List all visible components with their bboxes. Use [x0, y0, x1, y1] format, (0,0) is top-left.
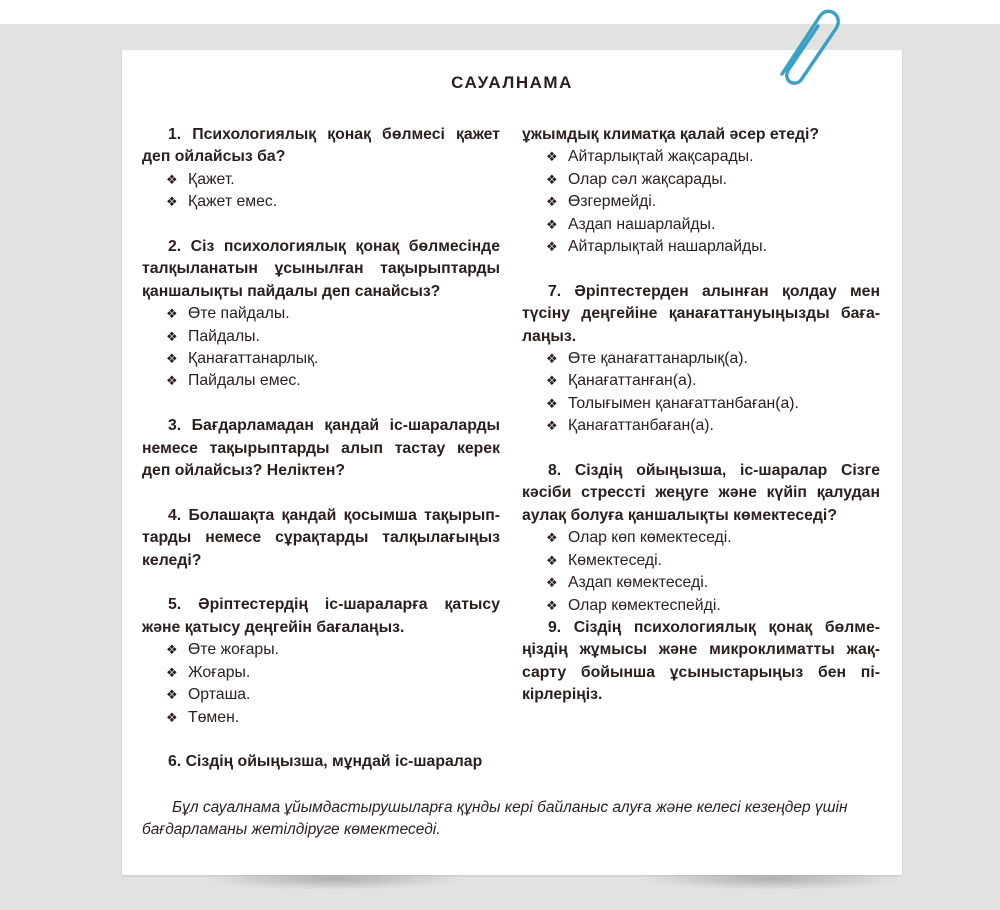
- left-column: [142, 124, 500, 774]
- diamond-bullet-icon: ❖: [166, 194, 178, 210]
- question-6-start: 6. Сіздің ойыңызша, мұндай іс-шаралар: [168, 753, 483, 771]
- question-3: 3. Бағдарламадан қандай іс-шараларды немесе тақырыптарды алып тастау керек деп ойлайсыз? Неліктен?: [142, 417, 500, 480]
- question-1-options: [142, 169, 500, 214]
- diamond-bullet-icon: ❖: [166, 687, 178, 703]
- diamond-bullet-icon: ❖: [546, 530, 558, 546]
- question-8: 8. Сіздің ойыңызша, іс-шаралар Сізге кәсіби стрессті жеңуге және күйіп қалудан аулақ болуға қаншалықты көмектеседі?: [522, 462, 880, 524]
- question-7-options: [522, 348, 880, 438]
- option-item: ❖ Пайдалы.: [166, 326, 500, 348]
- question-1: 1. Психологиялық қонақ бөлмесі қажет деп ойлайсыз ба?: [142, 126, 500, 166]
- option-item: ❖ Қанағаттанған(а).: [546, 370, 880, 392]
- option-item: ❖ Пайдалы емес.: [166, 370, 500, 392]
- diamond-bullet-icon: ❖: [546, 216, 558, 232]
- option-item: ❖ Өте жоғары.: [166, 639, 500, 661]
- option-item: ❖ Айтарлықтай жақсарады.: [546, 146, 880, 168]
- questionnaire-sheet: [122, 50, 902, 875]
- diamond-bullet-icon: ❖: [546, 149, 558, 165]
- diamond-bullet-icon: ❖: [166, 642, 178, 658]
- option-item: ❖ Жоғары.: [166, 662, 500, 684]
- diamond-bullet-icon: ❖: [166, 351, 178, 367]
- diamond-bullet-icon: ❖: [546, 418, 558, 434]
- question-6-options: [522, 146, 880, 258]
- option-item: ❖ Қажет.: [166, 169, 500, 191]
- option-item: ❖ Өте пайдалы.: [166, 303, 500, 325]
- option-item: ❖ Аздап нашарлайды.: [546, 214, 880, 236]
- option-item: ❖ Өте қанағаттанарлық(а).: [546, 348, 880, 370]
- option-item: ❖ Олар көмектеспейді.: [546, 595, 880, 617]
- question-5-options: [142, 639, 500, 729]
- diamond-bullet-icon: ❖: [166, 373, 178, 389]
- question-9: 9. Сіздің психологиялық қонақ бөлме-ңіздің жұмысы және микроклиматты жақ-сарту бойынша ұсыныстарыңыз бен пі-кірлеріңіз.: [522, 618, 880, 704]
- right-column: [522, 124, 880, 707]
- question-6-continued: ұжымдық климатқа қалай әсер етеді?: [522, 126, 820, 143]
- option-item: ❖ Қанағаттанарлық.: [166, 348, 500, 370]
- diamond-bullet-icon: ❖: [546, 552, 558, 568]
- diamond-bullet-icon: ❖: [166, 171, 178, 187]
- option-item: ❖ Өзгермейді.: [546, 191, 880, 213]
- diamond-bullet-icon: ❖: [546, 171, 558, 187]
- footnote: Бұл сауалнама ұйымдастырушыларға құнды кері байланыс алуға және келесі кезеңдер үшін бағдарламаны жетілдіруге көмектеседі.: [142, 799, 848, 839]
- diamond-bullet-icon: ❖: [546, 194, 558, 210]
- option-item: ❖ Аздап көмектеседі.: [546, 572, 880, 594]
- option-item: ❖ Олар көп көмектеседі.: [546, 527, 880, 549]
- diamond-bullet-icon: ❖: [166, 306, 178, 322]
- option-item: ❖ Орташа.: [166, 684, 500, 706]
- diamond-bullet-icon: ❖: [166, 328, 178, 344]
- paper-clip-icon: [768, 4, 848, 88]
- option-item: ❖ Олар сәл жақсарады.: [546, 169, 880, 191]
- option-item: ❖ Толығымен қанағаттанбаған(а).: [546, 393, 880, 415]
- option-item: ❖ Қажет емес.: [166, 191, 500, 213]
- diamond-bullet-icon: ❖: [166, 664, 178, 680]
- question-2: 2. Сіз психологиялық қонақ бөлмесінде талқыланатын ұсынылған тақырыптарды қаншалықты пайдалы деп санайсыз?: [142, 238, 500, 300]
- question-7: 7. Әріптестерден алынған қолдау мен түсіну деңгейіне қанағаттануыңызды баға-лаңыз.: [522, 282, 880, 345]
- option-item: ❖ Айтарлықтай нашарлайды.: [546, 236, 880, 258]
- question-2-options: [142, 303, 500, 393]
- diamond-bullet-icon: ❖: [546, 239, 558, 255]
- diamond-bullet-icon: ❖: [546, 373, 558, 389]
- diamond-bullet-icon: ❖: [546, 351, 558, 367]
- question-8-options: [522, 527, 880, 617]
- question-5: 5. Әріптестердің іс-шараларға қатысу және қатысу деңгейін бағалаңыз.: [142, 596, 500, 636]
- diamond-bullet-icon: ❖: [166, 709, 178, 725]
- diamond-bullet-icon: ❖: [546, 395, 558, 411]
- diamond-bullet-icon: ❖: [546, 575, 558, 591]
- option-item: ❖ Көмектеседі.: [546, 550, 880, 572]
- question-4: 4. Болашақта қандай қосымша тақырып-тарды немесе сұрақтарды талқылағыңыз келеді?: [142, 506, 500, 569]
- option-item: ❖ Қанағаттанбаған(а).: [546, 415, 880, 437]
- option-item: ❖ Төмен.: [166, 707, 500, 729]
- diamond-bullet-icon: ❖: [546, 597, 558, 613]
- questionnaire-title: САУАЛНАМА: [451, 73, 573, 92]
